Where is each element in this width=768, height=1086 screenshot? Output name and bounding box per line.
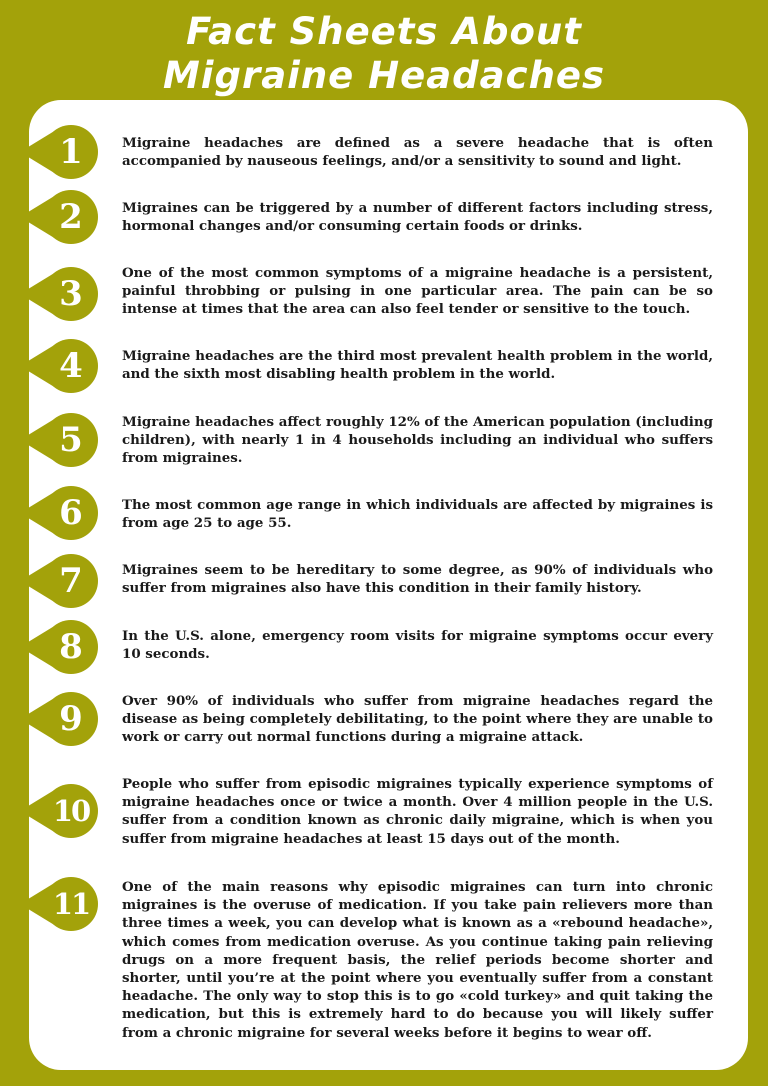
fact-text-9: Over 90% of individuals who suffer from migraine headaches regard the disease as being completely debilitating, to the point where they are unable to work or carry out normal functions during a migraine attack. [122, 693, 713, 746]
fact-text-4: Migraine headaches are the third most prevalent health problem in the world, and the sixth most disabling health problem in the world. [122, 348, 713, 383]
fact-number: 11 [52, 887, 90, 921]
fact-marker-7 [10, 553, 110, 609]
fact-number: 5 [59, 420, 83, 460]
fact-number: 2 [59, 197, 83, 237]
fact-text-1: Migraine headaches are defined as a severe headache that is often accompanied by nauseous feelings, and/or a sensitivity to sound and light. [122, 135, 713, 170]
fact-number: 6 [59, 493, 83, 533]
fact-number: 9 [59, 699, 83, 739]
title-line-1: Fact Sheets About [186, 10, 582, 53]
fact-marker-3 [10, 266, 110, 322]
fact-marker-4 [10, 338, 110, 394]
fact-marker-6 [10, 485, 110, 541]
title-line-2: Migraine Headaches [162, 54, 606, 97]
fact-text-7: Migraines seem to be hereditary to some degree, as 90% of individuals who suffer from migraines also have this condition in their family history. [122, 562, 713, 597]
fact-text-8: In the U.S. alone, emergency room visits for migraine symptoms occur every 10 seconds. [122, 628, 713, 663]
fact-marker-11 [10, 876, 110, 932]
page-title [0, 10, 768, 98]
fact-number: 10 [52, 794, 90, 828]
fact-marker-8 [10, 619, 110, 675]
fact-marker-5 [10, 412, 110, 468]
fact-text-6: The most common age range in which individuals are affected by migraines is from age 25 to age 55. [122, 497, 713, 532]
fact-number: 4 [59, 346, 83, 386]
fact-text-3: One of the most common symptoms of a migraine headache is a persistent, painful throbbing or pulsing in one particular area. The pain can be so intense at times that the area can also feel tender or sensitive to the touch. [122, 265, 713, 318]
fact-number: 7 [59, 561, 83, 601]
fact-number: 8 [59, 627, 83, 667]
fact-text-5: Migraine headaches affect roughly 12% of the American population (including children), with nearly 1 in 4 households including an individual who suffers from migraines. [122, 414, 713, 467]
fact-number: 3 [59, 274, 83, 314]
fact-text-11: One of the main reasons why episodic migraines can turn into chronic migraines is the overuse of medication. If you take pain relievers more than three times a week, you can develop what is known as a «rebound headache», which comes from medication overuse. As you continue taking pain relieving drugs on a more frequent basis, the relief periods become shorter and shorter, until you’re at the point where you eventually suffer from a constant headache. The only way to stop this is to go «cold turkey» and quit taking the medication, but this is extremely hard to do because you will likely suffer from a chronic migraine for several weeks before it begins to wear off. [122, 879, 713, 1041]
fact-number: 1 [59, 132, 83, 172]
fact-text-10: People who suffer from episodic migraines typically experience symptoms of migraine headaches once or twice a month. Over 4 million people in the U.S. suffer from a condition known as chronic daily migraine, which is when you suffer from migraine headaches at least 15 days out of the month. [122, 776, 713, 847]
fact-marker-1 [10, 124, 110, 180]
fact-marker-2 [10, 189, 110, 245]
fact-text-2: Migraines can be triggered by a number of different factors including stress, hormonal changes and/or consuming certain foods or drinks. [122, 200, 713, 235]
fact-marker-10 [10, 783, 110, 839]
fact-marker-9 [10, 691, 110, 747]
